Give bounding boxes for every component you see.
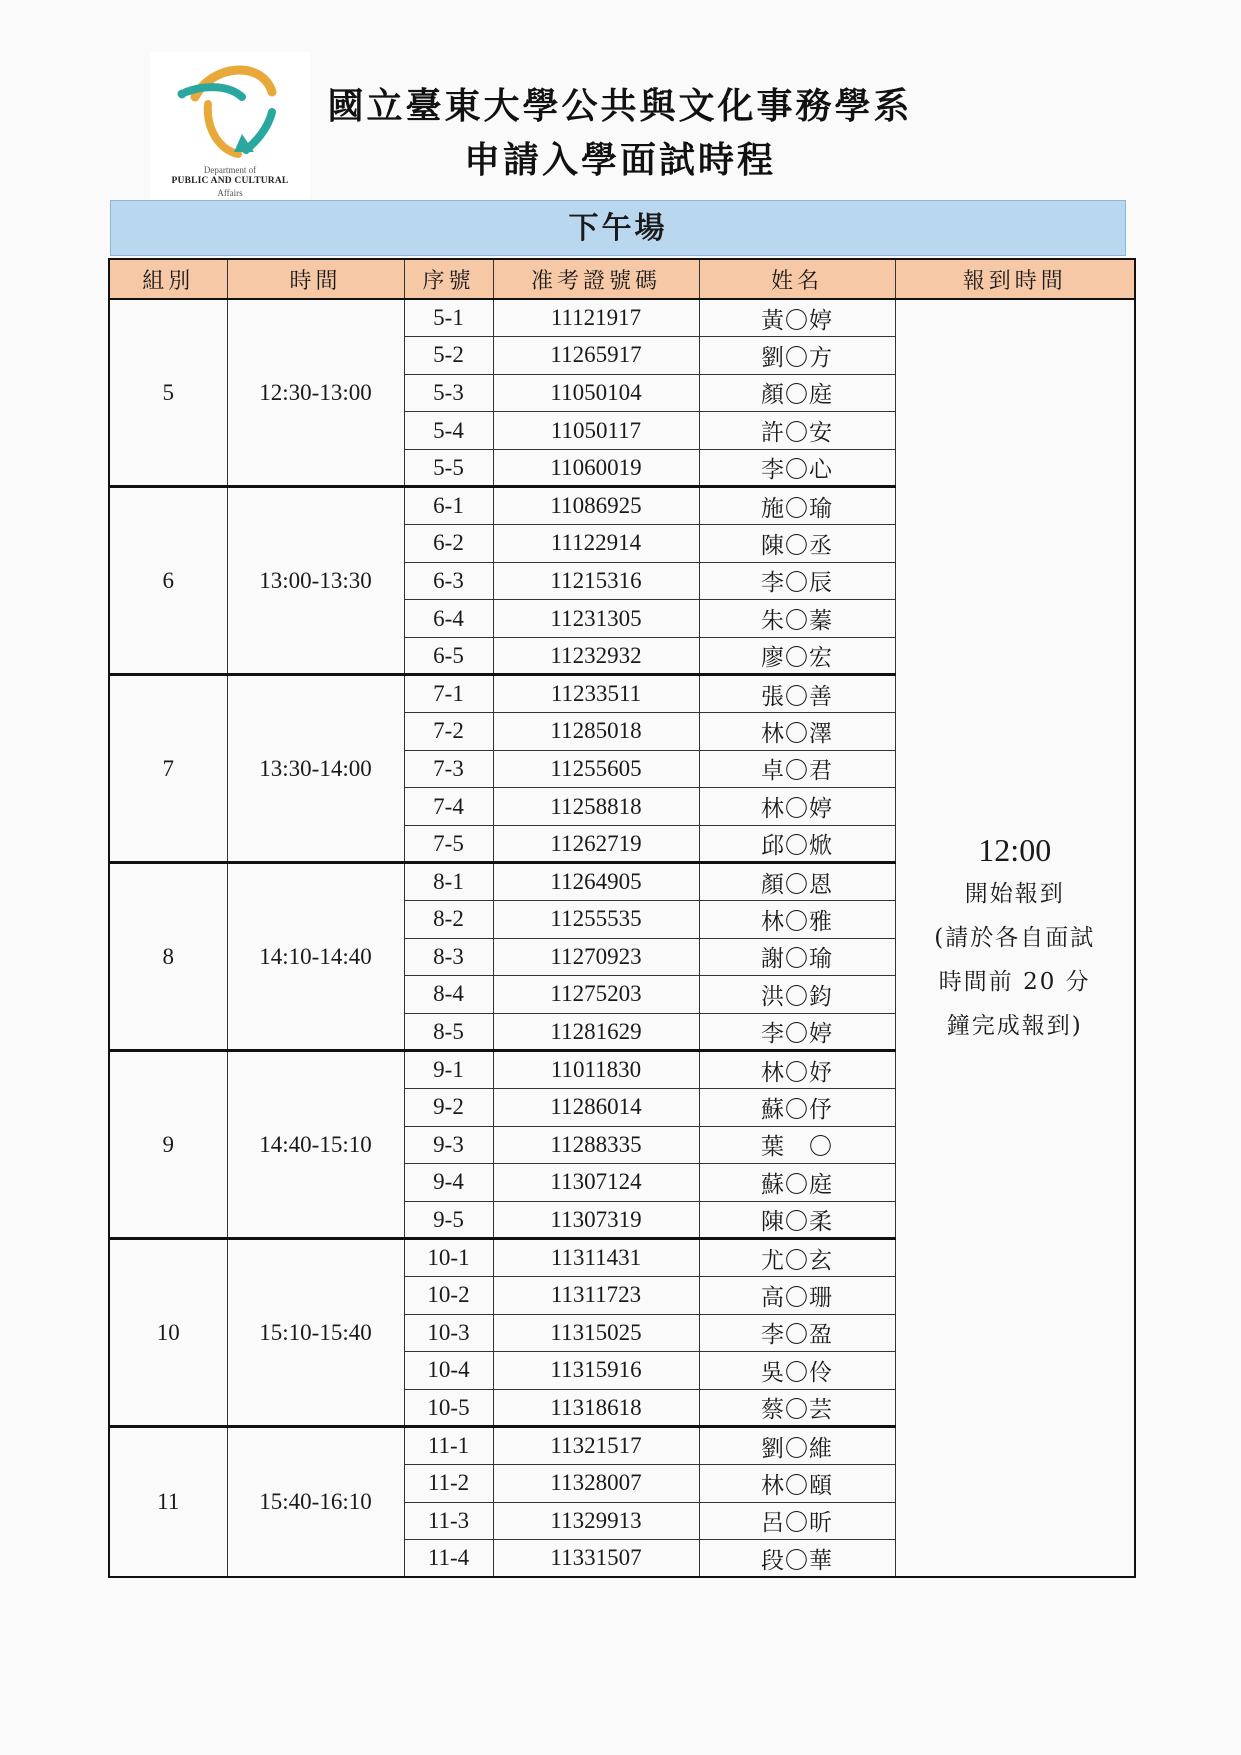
header-checkin: 報到時間 bbox=[895, 259, 1135, 299]
name-cell: 劉〇方 bbox=[699, 337, 895, 375]
exam-id-cell: 11264905 bbox=[493, 863, 699, 901]
name-cell: 蔡〇芸 bbox=[699, 1389, 895, 1427]
name-cell: 尤〇玄 bbox=[699, 1239, 895, 1277]
seq-cell: 8-2 bbox=[404, 901, 493, 939]
name-cell: 朱〇蓁 bbox=[699, 600, 895, 638]
group-time: 13:30-14:00 bbox=[227, 675, 404, 863]
seq-cell: 9-4 bbox=[404, 1164, 493, 1202]
exam-id-cell: 11262719 bbox=[493, 825, 699, 863]
seq-cell: 11-2 bbox=[404, 1464, 493, 1502]
name-cell: 李〇盈 bbox=[699, 1314, 895, 1352]
name-cell: 劉〇維 bbox=[699, 1427, 895, 1465]
seq-cell: 6-3 bbox=[404, 562, 493, 600]
exam-id-cell: 11011830 bbox=[493, 1051, 699, 1089]
checkin-line-2: (請於各自面試 bbox=[934, 925, 1096, 952]
exam-id-cell: 11050104 bbox=[493, 374, 699, 412]
seq-cell: 5-4 bbox=[404, 412, 493, 450]
group-time: 15:10-15:40 bbox=[227, 1239, 404, 1427]
group-time: 14:10-14:40 bbox=[227, 863, 404, 1051]
exam-id-cell: 11060019 bbox=[493, 449, 699, 487]
checkin-note bbox=[895, 299, 1135, 1577]
exam-id-cell: 11121917 bbox=[493, 299, 699, 337]
exam-id-cell: 11281629 bbox=[493, 1013, 699, 1051]
name-cell: 謝〇瑜 bbox=[699, 938, 895, 976]
exam-id-cell: 11329913 bbox=[493, 1502, 699, 1540]
group-time: 14:40-15:10 bbox=[227, 1051, 404, 1239]
name-cell: 廖〇宏 bbox=[699, 637, 895, 675]
seq-cell: 8-1 bbox=[404, 863, 493, 901]
logo-line-1: Department of bbox=[203, 165, 257, 175]
seq-cell: 10-1 bbox=[404, 1239, 493, 1277]
name-cell: 林〇雅 bbox=[699, 901, 895, 939]
name-cell: 林〇頤 bbox=[699, 1464, 895, 1502]
group-time: 13:00-13:30 bbox=[227, 487, 404, 675]
exam-id-cell: 11215316 bbox=[493, 562, 699, 600]
name-cell: 陳〇丞 bbox=[699, 525, 895, 563]
page-title: 國立臺東大學公共與文化事務學系 bbox=[327, 86, 913, 127]
name-cell: 呂〇昕 bbox=[699, 1502, 895, 1540]
name-cell: 卓〇君 bbox=[699, 750, 895, 788]
group-number: 5 bbox=[109, 299, 227, 487]
header-name: 姓名 bbox=[699, 259, 895, 299]
page-subtitle: 申請入學面試時程 bbox=[463, 140, 776, 181]
name-cell: 施〇瑜 bbox=[699, 487, 895, 525]
table-row bbox=[109, 299, 1135, 337]
checkin-line-4: 鐘完成報到) bbox=[946, 1013, 1083, 1040]
seq-cell: 5-5 bbox=[404, 449, 493, 487]
name-cell: 段〇華 bbox=[699, 1540, 895, 1578]
group-time: 15:40-16:10 bbox=[227, 1427, 404, 1577]
seq-cell: 8-5 bbox=[404, 1013, 493, 1051]
name-cell: 高〇珊 bbox=[699, 1276, 895, 1314]
name-cell: 蘇〇庭 bbox=[699, 1164, 895, 1202]
name-cell: 陳〇柔 bbox=[699, 1201, 895, 1239]
seq-cell: 10-4 bbox=[404, 1352, 493, 1390]
checkin-time: 12:00 bbox=[978, 832, 1052, 869]
exam-id-cell: 11318618 bbox=[493, 1389, 699, 1427]
exam-id-cell: 11233511 bbox=[493, 675, 699, 713]
table-header-row bbox=[109, 259, 1135, 299]
exam-id-cell: 11265917 bbox=[493, 337, 699, 375]
exam-id-cell: 11050117 bbox=[493, 412, 699, 450]
exam-id-cell: 11275203 bbox=[493, 976, 699, 1014]
exam-id-cell: 11255605 bbox=[493, 750, 699, 788]
exam-id-cell: 11288335 bbox=[493, 1126, 699, 1164]
schedule-body bbox=[109, 299, 1135, 1577]
seq-cell: 11-1 bbox=[404, 1427, 493, 1465]
seq-cell: 5-3 bbox=[404, 374, 493, 412]
name-cell: 葉 〇 bbox=[699, 1126, 895, 1164]
header-seq: 序號 bbox=[404, 259, 493, 299]
department-logo bbox=[150, 52, 310, 200]
seq-cell: 11-4 bbox=[404, 1540, 493, 1578]
exam-id-cell: 11285018 bbox=[493, 713, 699, 751]
exam-id-cell: 11315916 bbox=[493, 1352, 699, 1390]
group-number: 9 bbox=[109, 1051, 227, 1239]
name-cell: 吳〇伶 bbox=[699, 1352, 895, 1390]
name-cell: 李〇辰 bbox=[699, 562, 895, 600]
seq-cell: 9-2 bbox=[404, 1088, 493, 1126]
seq-cell: 6-1 bbox=[404, 487, 493, 525]
schedule-table bbox=[108, 258, 1136, 1578]
group-number: 10 bbox=[109, 1239, 227, 1427]
seq-cell: 7-1 bbox=[404, 675, 493, 713]
name-cell: 張〇善 bbox=[699, 675, 895, 713]
group-number: 7 bbox=[109, 675, 227, 863]
seq-cell: 7-4 bbox=[404, 788, 493, 826]
name-cell: 林〇妤 bbox=[699, 1051, 895, 1089]
checkin-line-1: 開始報到 bbox=[964, 881, 1065, 908]
exam-id-cell: 11232932 bbox=[493, 637, 699, 675]
exam-id-cell: 11307319 bbox=[493, 1201, 699, 1239]
exam-id-cell: 11122914 bbox=[493, 525, 699, 563]
name-cell: 蘇〇伃 bbox=[699, 1088, 895, 1126]
seq-cell: 9-3 bbox=[404, 1126, 493, 1164]
name-cell: 許〇安 bbox=[699, 412, 895, 450]
exam-id-cell: 11331507 bbox=[493, 1540, 699, 1578]
session-banner: 下午場 bbox=[110, 200, 1126, 256]
name-cell: 林〇婷 bbox=[699, 788, 895, 826]
seq-cell: 10-5 bbox=[404, 1389, 493, 1427]
seq-cell: 9-1 bbox=[404, 1051, 493, 1089]
seq-cell: 7-2 bbox=[404, 713, 493, 751]
header-exam-id: 准考證號碼 bbox=[493, 259, 699, 299]
seq-cell: 8-4 bbox=[404, 976, 493, 1014]
seq-cell: 11-3 bbox=[404, 1502, 493, 1540]
seq-cell: 10-3 bbox=[404, 1314, 493, 1352]
seq-cell: 6-4 bbox=[404, 600, 493, 638]
exam-id-cell: 11231305 bbox=[493, 600, 699, 638]
name-cell: 林〇澤 bbox=[699, 713, 895, 751]
exam-id-cell: 11258818 bbox=[493, 788, 699, 826]
exam-id-cell: 11315025 bbox=[493, 1314, 699, 1352]
seq-cell: 8-3 bbox=[404, 938, 493, 976]
exam-id-cell: 11328007 bbox=[493, 1464, 699, 1502]
exam-id-cell: 11086925 bbox=[493, 487, 699, 525]
seq-cell: 10-2 bbox=[404, 1276, 493, 1314]
group-number: 8 bbox=[109, 863, 227, 1051]
exam-id-cell: 11286014 bbox=[493, 1088, 699, 1126]
logo-line-2: PUBLIC AND CULTURAL bbox=[171, 176, 289, 186]
exam-id-cell: 11307124 bbox=[493, 1164, 699, 1202]
exam-id-cell: 11321517 bbox=[493, 1427, 699, 1465]
header-group: 組別 bbox=[109, 259, 227, 299]
group-number: 6 bbox=[109, 487, 227, 675]
seq-cell: 6-2 bbox=[404, 525, 493, 563]
exam-id-cell: 11311431 bbox=[493, 1239, 699, 1277]
checkin-line-3: 時間前 20 分 bbox=[938, 969, 1091, 996]
name-cell: 黃〇婷 bbox=[699, 299, 895, 337]
name-cell: 邱〇焮 bbox=[699, 825, 895, 863]
logo-line-3: Affairs bbox=[217, 188, 243, 198]
group-time: 12:30-13:00 bbox=[227, 299, 404, 487]
seq-cell: 7-5 bbox=[404, 825, 493, 863]
name-cell: 顏〇庭 bbox=[699, 374, 895, 412]
seq-cell: 5-2 bbox=[404, 337, 493, 375]
seq-cell: 9-5 bbox=[404, 1201, 493, 1239]
name-cell: 洪〇鈞 bbox=[699, 976, 895, 1014]
seq-cell: 5-1 bbox=[404, 299, 493, 337]
header-time: 時間 bbox=[227, 259, 404, 299]
name-cell: 李〇婷 bbox=[699, 1013, 895, 1051]
logo-emblem-icon bbox=[150, 52, 310, 164]
seq-cell: 6-5 bbox=[404, 637, 493, 675]
exam-id-cell: 11270923 bbox=[493, 938, 699, 976]
name-cell: 李〇心 bbox=[699, 449, 895, 487]
group-number: 11 bbox=[109, 1427, 227, 1577]
exam-id-cell: 11255535 bbox=[493, 901, 699, 939]
exam-id-cell: 11311723 bbox=[493, 1276, 699, 1314]
name-cell: 顏〇恩 bbox=[699, 863, 895, 901]
seq-cell: 7-3 bbox=[404, 750, 493, 788]
